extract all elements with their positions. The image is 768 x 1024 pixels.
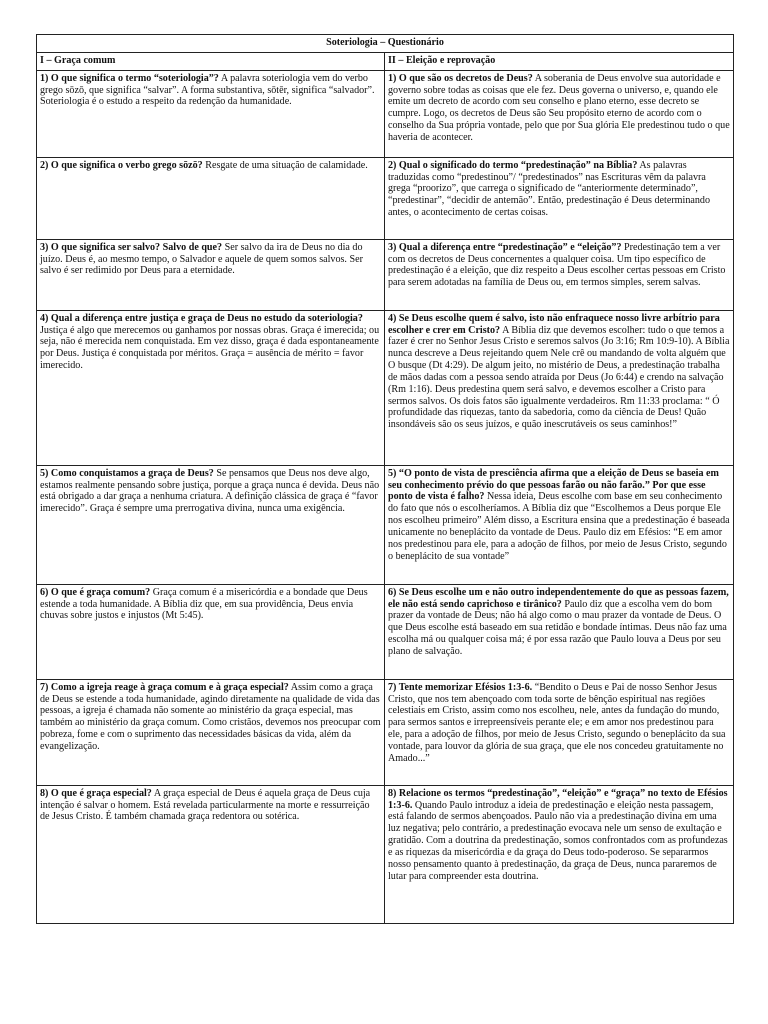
question-text: 6) O que é graça comum? — [40, 586, 151, 598]
answer-text: A palavra soteriologia vem do verbo grego sōzō, que significa “salvar”. A forma substantiva, sōtēr, significa “salvador”. Soteriologia é o estudo a respeito da redenção da humanidade. — [40, 72, 375, 108]
question-text: 4) Qual a diferença entre justiça e graça de Deus no estudo da soteriologia? — [40, 312, 363, 324]
table-row — [37, 70, 734, 157]
question-text: 7) Como a igreja reage à graça comum e à graça especial? — [40, 681, 289, 693]
answer-text: Assim como a graça de Deus se estende a toda humanidade, agindo diretamente na qualidade de vida das pessoas, a igreja é chamada não somente ao ministério da graça especial, mas também ao ministério da graça comum. Como cristãos, devemos nos preocupar com pobreza, fome e com o suprimento das necessidades básicas da vida, além da evangelização. — [40, 681, 381, 752]
question-text: 8) O que é graça especial? — [40, 787, 152, 799]
answer-text: Se pensamos que Deus nos deve algo, estamos realmente pensando sobre justiça, porque a graça nunca é devida. Deus não está obrigado a dar graça a nenhuma criatura. A definição clássica de graça é “favor imerecido”. Graça é sempre uma prerrogativa divina, nunca uma exigência. — [40, 467, 380, 515]
question-cell — [37, 239, 385, 310]
question-text: 5) “O ponto de vista de presciência afirma que a eleição de Deus se baseia em seu conhecimento prévio do que pessoas farão ou não farão.” Por que esse ponto de vista é falho? — [388, 467, 719, 503]
question-cell — [37, 584, 385, 679]
answer-text: Justiça é algo que merecemos ou ganhamos por nossas obras. Graça é imerecida; ou seja, não é merecida nem conquistada. Em vez disso, graça é dada espontaneamente por Deus. Justiça é conquistada por méritos. Graça = ausência de mérito = favor imerecido. — [40, 324, 380, 372]
question-cell — [37, 70, 385, 157]
question-text: 5) Como conquistamos a graça de Deus? — [40, 467, 214, 479]
question-text: 7) Tente memorizar Efésios 1:3-6. — [388, 681, 533, 693]
question-text: 2) O que significa o verbo grego sōzō? — [40, 159, 203, 171]
answer-text: Graça comum é a misericórdia e a bondade que Deus estende a toda humanidade. A Bíblia diz que, em sua providência, Deus envia chuvas sobre justos e injustos (Mt 5:45). — [40, 586, 368, 622]
title-row — [37, 35, 734, 53]
question-text: 6) Se Deus escolhe um e não outro independentemente do que as pessoas fazem, ele não está sendo caprichoso e tirânico? — [388, 586, 729, 610]
table-row — [37, 239, 734, 310]
question-cell — [37, 310, 385, 465]
header-row — [37, 52, 734, 70]
table-row — [37, 584, 734, 679]
answer-text: “Bendito o Deus e Pai de nosso Senhor Jesus Cristo, que nos tem abençoado com toda sorte de bênção espiritual nas regiões celestiais em Cristo, assim como nos escolheu, nele, antes da fundação do mundo, para sermos santos e irrepreensíveis perante ele; e em amor nos predestinou para ele, para a adoção de filhos, por meio de Jesus Cristo, segundo o beneplácito da sua vontade, para louvor da glória de sua graça, que ele nos concedeu gratuitamente no Amado...” — [388, 681, 726, 764]
questionnaire-table — [36, 34, 734, 924]
question-cell — [385, 70, 734, 157]
column-header-graca-comum: I – Graça comum — [37, 52, 385, 70]
table-row — [37, 310, 734, 465]
question-cell — [385, 785, 734, 923]
question-text: 3) O que significa ser salvo? Salvo de que? — [40, 241, 223, 253]
question-text: 3) Qual a diferença entre “predestinação” e “eleição”? — [388, 241, 622, 253]
answer-text: Quando Paulo introduz a ideia de predestinação e eleição nesta passagem, está falando de sermos abençoados. Paulo não via a predestinação divina em uma luz negativa; pelo contrário, a predestinação evocava nele um senso de exultação e gratidão. Com a doutrina da predestinação, somos confrontados com as profundezas e as riquezas da misericórdia e da graça do Deus todo-poderoso. Se separarmos nosso pensamento quanto à predestinação, da graça de Deus, nunca pararemos de lutar para compreender esta doutrina. — [388, 799, 728, 882]
question-text: 1) O que significa o termo “soteriologia”? — [40, 72, 219, 84]
table-row — [37, 785, 734, 923]
question-cell — [385, 310, 734, 465]
document-title: Soteriologia – Questionário — [37, 35, 734, 53]
question-cell — [385, 679, 734, 785]
question-text: 2) Qual o significado do termo “predestinação” na Bíblia? — [388, 159, 638, 171]
answer-text: Predestinação tem a ver com os decretos de Deus concernentes a qualquer coisa. Um tipo específico de predestinação é a eleição, que diz respeito a Deus escolher certas pessoas em Cristo para serem adotadas na família de Deus ou, em termos simples, serem salvas. — [388, 241, 726, 289]
answer-text: A graça especial de Deus é aquela graça de Deus cuja intenção é salvar o homem. Está revelada particularmente na morte e ressurreição de Jesus Cristo. É também chamada graça redentora ou sotérica. — [40, 787, 371, 823]
column-header-eleicao: II – Eleição e reprovação — [385, 52, 734, 70]
question-cell — [37, 679, 385, 785]
question-cell — [37, 157, 385, 239]
table-row — [37, 157, 734, 239]
question-cell — [385, 465, 734, 584]
question-text: 8) Relacione os termos “predestinação”, “eleição” e “graça” no texto de Efésios 1:3-6. — [388, 787, 728, 811]
table-row — [37, 465, 734, 584]
question-cell — [385, 584, 734, 679]
answer-text: Paulo diz que a escolha vem do bom prazer da vontade de Deus; não há algo como o mau prazer da vontade de Deus. O que Deus escolhe está baseado em sua retidão e bondade íntimas. Deus não faz uma escolha má ou qualquer coisa má; é por essa razão que Paulo louva a Deus por seu plano de salvação. — [388, 598, 727, 657]
answer-text: Nessa ideia, Deus escolhe com base em seu conhecimento do fato que nós o escolheríamos. A Bíblia diz que “Escolhemos a Deus porque Ele nos escolheu primeiro” Além disso, a Escritura ensina que a predestinação é baseada unicamente no beneplácito da vontade de Deus. Paulo diz em Efésios: “E em amor nos predestinou para ele, para a adoção de filhos, por meio de Jesus Cristo, segundo o beneplácito de sua vontade” — [388, 491, 730, 562]
answer-text: Resgate de uma situação de calamidade. — [202, 159, 368, 171]
answer-text: A soberania de Deus envolve sua autoridade e governo sobre todas as coisas que ele fez. Deus governa o universo, e, quando ele emite um decreto de acordo com seu conselho e plano eterno, esse decreto se cumpre. Logo, os decretos de Deus são Seu propósito eterno de acordo com o conselho da Sua própria vontade, pelo que por Sua glória Ele predestinou tudo o que haveria de acontecer. — [388, 72, 730, 143]
answer-text: As palavras traduzidas como “predestinou”/ “predestinados” nas Escrituras vêm da palavra grega “proorizo”, que carrega o significado de “anteriormente determinado”, “predestinar”, “decidir de antemão”. Então, predestinação é Deus determinando antes, o acontecimento de certas coisas. — [388, 159, 711, 219]
question-text: 1) O que são os decretos de Deus? — [388, 72, 533, 84]
answer-text: A Bíblia diz que devemos escolher: tudo o que temos a fazer é crer no Senhor Jesus Cristo e seremos salvos (Jo 3:16; Rm 10:9-10). A Bíblia nunca descreve a Deus rejeitando quem Nele crê ou mandando de volta alguém que O busque (Dt 4:29). De algum jeito, no mistério de Deus, a predestinação trabalha de mãos dadas com a pessoa sendo atraída por Deus (Jo 6:44) e crendo na salvação (Rm 1:16). Deus predestina quem será salvo, e devemos escolher a Cristo para sermos salvos. Os dois fatos são igualmente verdadeiros. Rm 11:33 proclama: “ Ó profundidade das riquezas, tanto da sabedoria, como da ciência de Deus! Quão insondáveis são os seus juízos, e quão inescrutáveis os seus caminhos!” — [388, 324, 730, 431]
question-cell — [385, 239, 734, 310]
table-row — [37, 679, 734, 785]
question-cell — [37, 785, 385, 923]
question-text: 4) Se Deus escolhe quem é salvo, isto não enfraquece nosso livre arbítrio para escolher e crer em Cristo? — [388, 312, 720, 336]
question-cell — [385, 157, 734, 239]
answer-text: Ser salvo da ira de Deus no dia do juízo. Deus é, ao mesmo tempo, o Salvador e aquele de quem somos salvos. Ser salvo é ser redimido por Deus para a eternidade. — [40, 241, 363, 277]
question-cell — [37, 465, 385, 584]
